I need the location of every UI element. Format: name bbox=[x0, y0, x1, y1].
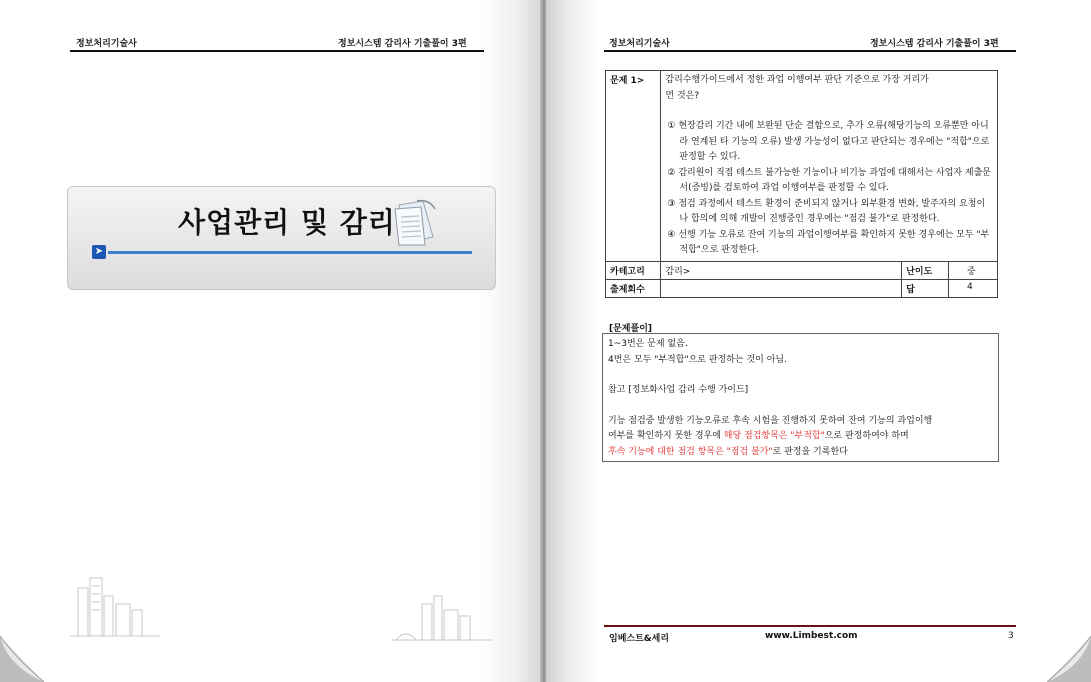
left-header-rule bbox=[70, 50, 484, 52]
round-row bbox=[606, 279, 998, 297]
option-4: ④ 선행 기능 오류로 잔여 기능의 과업이행여부를 확인하지 못한 경우에는 모두 "부적합"으로 판정한다. bbox=[667, 229, 990, 255]
option-1: ① 현장감리 기간 내에 보완된 단순 결함으로, 추가 오류(해당기능의 오류뿐만 아니라 연계된 타 기능의 오류) 발생 가능성이 없다고 판단되는 경우에는 "적합"으로 판정할 수 있다. bbox=[667, 121, 990, 162]
solution-heading: [문제풀이] bbox=[609, 324, 653, 334]
left-header-left: 정보처리기술사 bbox=[76, 39, 137, 49]
footer-publisher: 임베스트&세리 bbox=[609, 634, 670, 644]
question-label: 문제 1> bbox=[606, 71, 661, 262]
left-header-right: 정보시스템 감리사 기출풀이 3편 bbox=[338, 39, 467, 49]
solution-highlight: 해당 점검항목은 "부적합" bbox=[723, 431, 825, 441]
answer-label: 답 bbox=[902, 279, 949, 297]
chapter-arrow-icon: ➤ bbox=[92, 245, 106, 259]
solution-highlight: 후속 기능에 대한 점검 항목은 "점검 불가" bbox=[608, 446, 773, 457]
footer-website: www.Limbest.com bbox=[765, 631, 858, 641]
chapter-underline bbox=[108, 251, 472, 254]
round-value bbox=[661, 279, 902, 297]
document-icon bbox=[393, 199, 437, 247]
solution-line: 기능 점검중 발생한 기능오류로 후속 시험을 진행하지 못하여 잔여 기능의 과업이행 bbox=[608, 415, 933, 426]
question-content bbox=[661, 71, 998, 262]
page-number: 3 bbox=[1008, 631, 1014, 641]
option-2: ② 감리원이 직접 테스트 불가능한 기능이나 비기능 과업에 대해서는 사업자 제출문서(증빙)를 검토하여 과업 이행여부를 판정할 수 있다. bbox=[667, 167, 991, 193]
solution-line bbox=[608, 429, 998, 445]
solution-line: 1~3번은 문제 없음. bbox=[608, 339, 688, 349]
footer-rule bbox=[604, 625, 1016, 627]
chapter-banner bbox=[67, 186, 496, 290]
category-row bbox=[606, 261, 998, 279]
chapter-title: 사업관리 및 감리 bbox=[178, 206, 396, 239]
option-3: ③ 점검 과정에서 테스트 환경이 준비되지 않거나 외부환경 변화, 발주자의 요청이나 합의에 의해 개발이 진행중인 경우에는 "점검 불가"로 판정한다. bbox=[667, 198, 986, 224]
solution-line: 4번은 모두 "부적합"으로 판정하는 것이 아님. bbox=[608, 354, 787, 365]
right-header-right: 정보시스템 감리사 기출풀이 3편 bbox=[870, 39, 999, 49]
solution-text: 여부를 확인하지 못한 경우에 bbox=[608, 431, 724, 441]
category-label: 카테고리 bbox=[606, 261, 661, 279]
page-curl-right-icon bbox=[1047, 636, 1091, 682]
solution-reference: 참고 [정보화사업 감리 수행 가이드] bbox=[608, 385, 749, 395]
difficulty-value: 중 bbox=[948, 261, 997, 279]
difficulty-label: 난이도 bbox=[902, 261, 949, 279]
right-header-left: 정보처리기술사 bbox=[609, 39, 670, 49]
page-curl-left-icon bbox=[0, 636, 44, 682]
question-stem-line: 감리수행가이드에서 정한 과업 이행여부 판단 기준으로 가장 거리가 bbox=[665, 75, 929, 85]
left-page bbox=[0, 0, 542, 682]
solution-text: 으로 판정하여야 하며 bbox=[824, 431, 909, 441]
answer-value: 4 bbox=[948, 279, 997, 297]
city-sketch-right-icon bbox=[392, 592, 492, 642]
question-stem-line: 먼 것은? bbox=[665, 90, 700, 101]
solution-line bbox=[608, 445, 998, 461]
question-table bbox=[605, 70, 998, 298]
round-label: 출제회수 bbox=[606, 279, 661, 297]
right-header-rule bbox=[604, 50, 1016, 52]
solution-text: 로 판정을 기록한다 bbox=[772, 446, 848, 457]
category-value: 감리> bbox=[661, 261, 902, 279]
question-row bbox=[606, 71, 998, 262]
city-sketch-left-icon bbox=[70, 570, 160, 640]
solution-box bbox=[602, 333, 999, 462]
